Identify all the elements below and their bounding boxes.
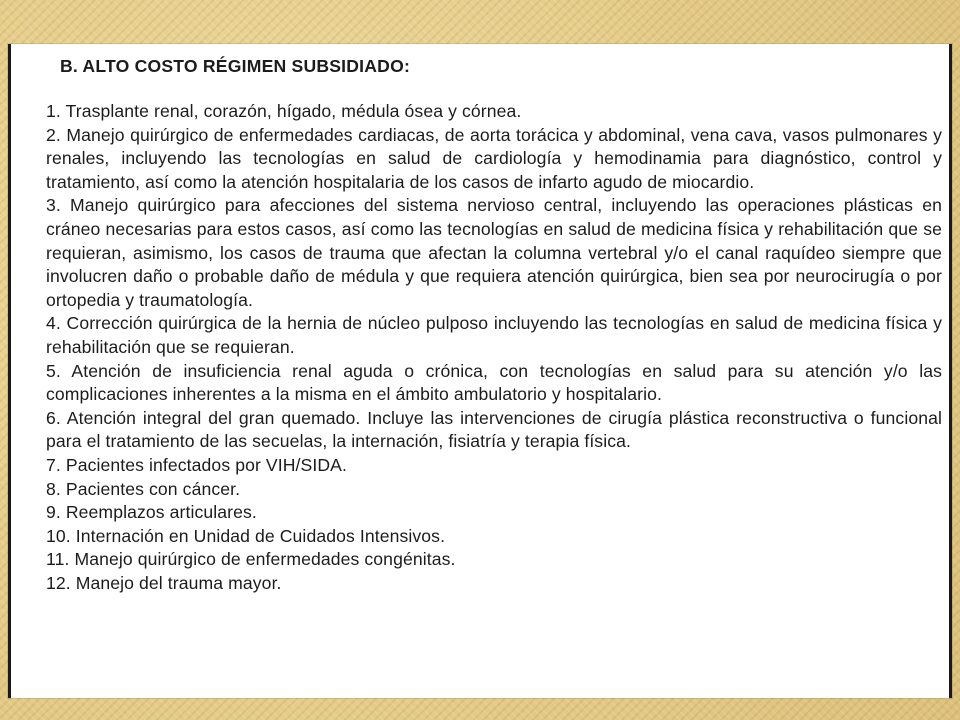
list-item: 5. Atención de insuficiencia renal aguda o crónica, con tecnologías en salud para su atención y/o las complicaciones inherentes a la misma en el ámbito ambulatorio y hospitalario. (46, 360, 942, 405)
list-item: 3. Manejo quirúrgico para afecciones del sistema nervioso central, incluyendo las operaciones plásticas en cráneo necesarias para estos casos, así como las tecnologías en salud de medicina física y rehabilitación que se requieran, asimismo, los casos de trauma que afectan la columna vertebral y/o el canal raquídeo siempre que involucren daño o probable daño de médula y que requiera atención quirúrgica, bien sea por neurocirugía o por ortopedia y traumatología. (46, 195, 942, 310)
list-item: 12. Manejo del trauma mayor. (46, 572, 282, 593)
list-item: 8. Pacientes con cáncer. (46, 478, 241, 499)
list-item: 9. Reemplazos articulares. (46, 502, 257, 523)
list-item: 2. Manejo quirúrgico de enfermedades cardiacas, de aorta torácica y abdominal, vena cava, vasos pulmonares y renales, incluyendo las tecnologías en salud de cardiología y hemodinamia para diagnóstico, control y tratamiento, así como la atención hospitalaria de los casos de infarto agudo de miocardio. (46, 124, 942, 192)
coverage-list (46, 100, 942, 595)
list-item: 10. Internación en Unidad de Cuidados Intensivos. (46, 525, 446, 546)
document-body (46, 54, 942, 595)
list-item: 1. Trasplante renal, corazón, hígado, médula ósea y córnea. (46, 101, 522, 121)
document-page (8, 44, 952, 698)
list-item: 7. Pacientes infectados por VIH/SIDA. (46, 454, 347, 475)
list-item: 6. Atención integral del gran quemado. Incluye las intervenciones de cirugía plástica reconstructiva o funcional para el tratamiento de las secuelas, la internación, fisiatría y terapia física. (46, 407, 942, 452)
list-item: 4. Corrección quirúrgica de la hernia de núcleo pulposo incluyendo las tecnologías en salud de medicina física y rehabilitación que se requieran. (46, 313, 942, 357)
document-title: B. ALTO COSTO RÉGIMEN SUBSIDIADO: (60, 56, 411, 76)
list-item: 11. Manejo quirúrgico de enfermedades congénitas. (46, 549, 456, 570)
